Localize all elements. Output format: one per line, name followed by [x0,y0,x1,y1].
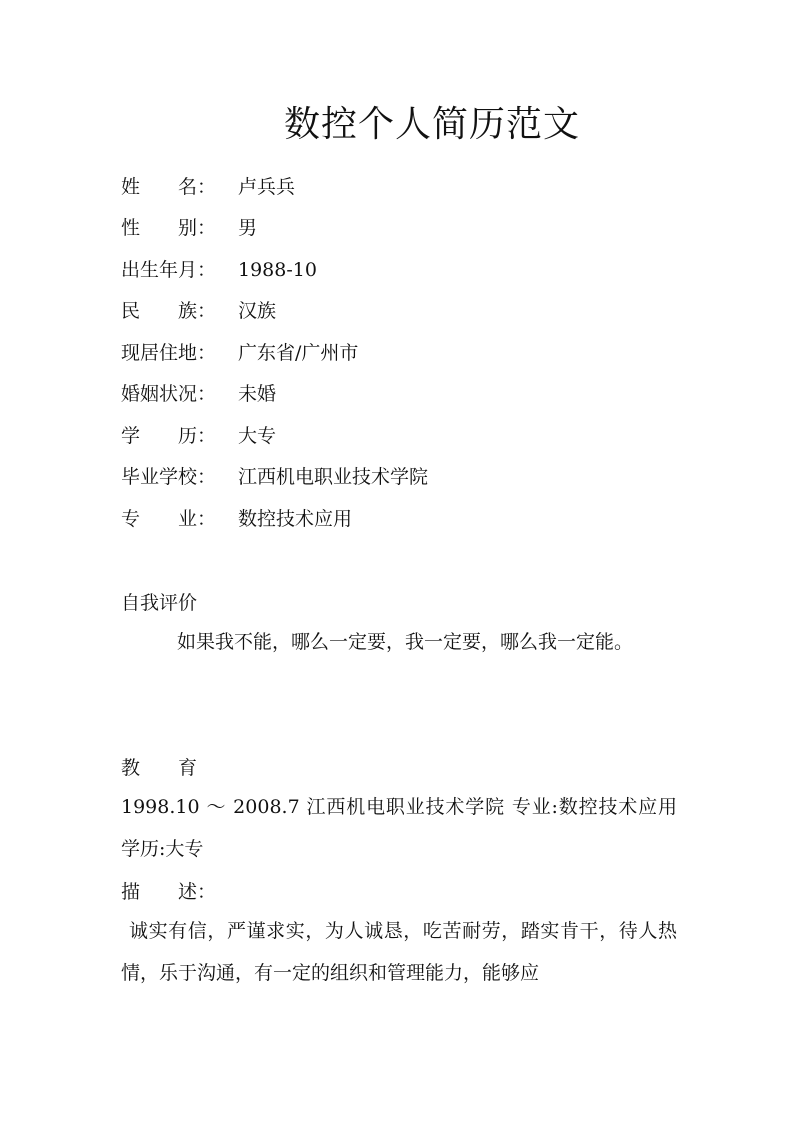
info-label: 姓 名： [121,176,217,198]
info-label: 婚姻状况： [121,383,217,405]
info-label: 学 历： [121,425,217,447]
self-evaluation-heading: 自我评价 [121,592,198,614]
info-label: 出生年月： [121,259,217,281]
info-label: 性 别： [121,217,217,239]
info-value: 男 [238,217,258,239]
info-value: 汉族 [238,300,277,322]
page-title: 数控个人简历范文 [283,104,580,145]
info-value: 未婚 [238,383,277,405]
info-label: 专 业： [121,508,217,530]
info-value: 广东省/广州市 [238,342,359,364]
info-value: 江西机电职业技术学院 [238,466,429,488]
education-entry: 1998.10 ～ 2008.7 江西机电职业技术学院 专业:数控技术应用 学历:大专 [121,796,677,860]
info-value: 卢兵兵 [238,176,296,198]
info-row-birth [121,256,317,284]
info-row-residence [121,339,358,367]
info-row-school [121,463,428,491]
info-label: 现居住地： [121,342,217,364]
info-value: 1988-10 [238,259,317,281]
info-row-name [121,173,295,201]
info-row-degree [121,422,276,450]
info-value: 数控技术应用 [238,508,353,530]
info-value: 大专 [238,425,277,447]
education-desc-label: 描 述： [121,881,217,903]
education-desc-text: 诚实有信，严谨求实，为人诚恳，吃苦耐劳，踏实肯干，待人热情，乐于沟通，有一定的组织和管理能力，能够应 [121,920,677,984]
info-row-gender [121,214,257,242]
info-label: 毕业学校： [121,466,217,488]
info-row-marital [121,380,276,408]
info-row-major [121,505,352,533]
education-heading: 教 育 [121,757,198,779]
self-evaluation-text: 如果我不能，哪么一定要，我一定要，哪么我一定能。 [177,631,634,653]
info-label: 民 族： [121,300,217,322]
info-row-ethnicity [121,297,276,325]
